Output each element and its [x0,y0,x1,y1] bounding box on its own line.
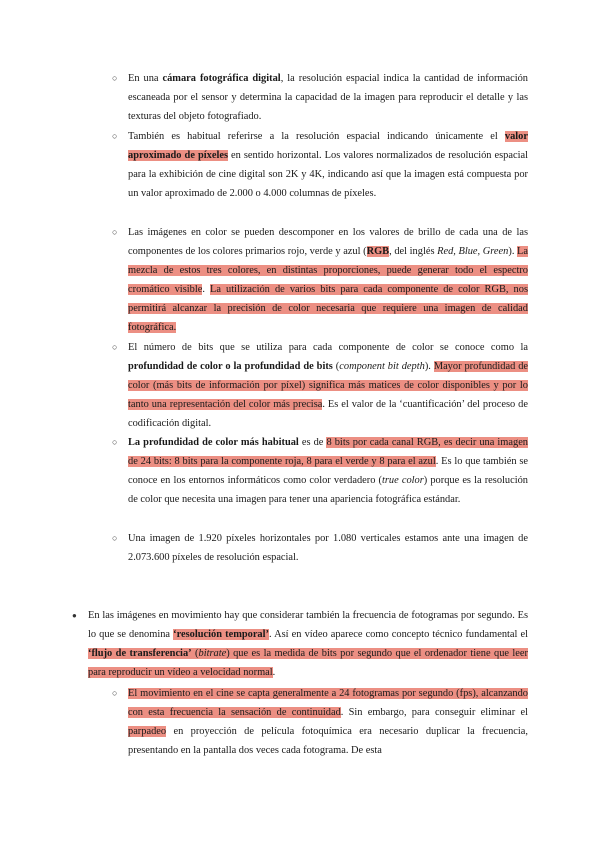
hollow-bullet-icon: ○ [112,131,118,141]
highlighted-text: ) que es la medida de bits por segundo que el ordenador tiene que leer para reproducir un vídeo a velocidad normal [88,648,528,678]
list-item [112,223,529,337]
highlighted-text: bitrate [198,648,227,659]
highlighted-text: RGB [366,246,390,257]
highlighted-text: La utilización de varios bits para cada componente de color RGB, nos permitirá alcanzar la precisión de color necesaria que requiere una imagen de calidad fotográfica. [128,284,528,333]
paragraph: Una imagen de 1.920 píxeles horizontales por 1.080 verticales estamos ante una imagen de 2.073.600 píxeles de resolución espacial. [128,533,528,563]
highlighted-text: La mezcla de estos tres colores, en distintas proporciones, puede generar todo el espectro cromático visible [128,246,529,295]
highlighted-text: ( [191,648,199,659]
hollow-bullet-icon: ○ [112,437,118,447]
list-item [112,338,529,433]
list-item [72,606,529,682]
hollow-bullet-icon: ○ [112,342,118,352]
paragraph: El número de bits que se utiliza para cada componente de color se conoce como la profundidad de color o la profundidad de bits (component bit depth). Mayor profundidad de color (más bits de información por píxel) significa más matices de color disponibles y por lo tanto una representación del color más precisa. Es el valor de la ‘cuantificación’ del proceso de codificación digital. [128,342,529,429]
paragraph: El movimiento en el cine se capta generalmente a 24 fotogramas por segundo (fps), alcanzando con esta frecuencia la sensación de continuidad. Sin embargo, para conseguir eliminar el parpadeo en proyección de película fotoquímica era necesario duplicar la frecuencia, presentando en la pantalla dos veces cada fotograma. De esta [128,688,528,756]
hollow-bullet-icon: ○ [112,533,118,543]
paragraph: En una cámara fotográfica digital, la resolución espacial indica la cantidad de información escaneada por el sensor y determina la capacidad de la imagen para reproducir el detalle y las texturas del objeto fotografiado. [128,73,528,122]
paragraph: En las imágenes en movimiento hay que considerar también la frecuencia de fotogramas por segundo. Es lo que se denomina ‘resolución temporal’. Así en vídeo aparece como concepto técnico fundamental el ‘flujo de transferencia’ (bitrate) que es la medida de bits por segundo que el ordenador tiene que leer para reproducir un vídeo a velocidad normal. [88,610,529,678]
list-item [112,69,528,126]
hollow-bullet-icon: ○ [112,227,118,237]
highlighted-text: parpadeo [128,726,167,737]
hollow-bullet-icon: ○ [112,73,118,83]
highlighted-text: El movimiento en el cine se capta generalmente a 24 fotogramas por segundo (fps), alcanzando con esta frecuencia la sensación de continuidad [128,688,528,718]
highlighted-text: ‘flujo de transferencia’ [88,648,192,659]
highlighted-text: Mayor profundidad de color (más bits de información por píxel) significa más matices de color disponibles y por lo tanto una representación del color más precisa [128,361,529,410]
filled-bullet-icon: ● [72,611,77,620]
highlighted-text: 8 bits por cada canal RGB, es decir una imagen de 24 bits: 8 bits para la componente roja, 8 para el verde y 8 para el azul [128,437,529,467]
list-item [112,529,528,567]
paragraph: También es habitual referirse a la resolución espacial indicando únicamente el valor aproximado de píxeles en sentido horizontal. Los valores normalizados de resolución espacial para la exhibición de cine digital son 2K y 4K, indicando así que la imagen está compuesta por un valor aproximado de 2.000 o 4.000 columnas de píxeles. [128,131,528,199]
paragraph: Las imágenes en color se pueden descomponer en los valores de brillo de cada una de las componentes de los colores primarios rojo, verde y azul (RGB, del inglés Red, Blue, Green). La mezcla de estos tres colores, en distintas proporciones, puede generar todo el espectro cromático visible. La utilización de varios bits para cada componente de color RGB, nos permitirá alcanzar la precisión de color necesaria que requiere una imagen de calidad fotográfica. [128,227,529,333]
list-item [112,127,528,203]
list-item [112,433,529,509]
list-item [112,684,528,760]
paragraph: La profundidad de color más habitual es de 8 bits por cada canal RGB, es decir una imagen de 24 bits: 8 bits para la componente roja, 8 para el verde y 8 para el azul. Es lo que también se conoce en los entornos informáticos como color verdadero (true color) porque es la resolución de color que necesita una imagen para tener una apariencia fotográfica estándar. [128,437,529,505]
highlighted-text: valor aproximado de píxeles [128,131,528,161]
hollow-bullet-icon: ○ [112,688,118,698]
highlighted-text: ‘resolución temporal’ [173,629,269,640]
